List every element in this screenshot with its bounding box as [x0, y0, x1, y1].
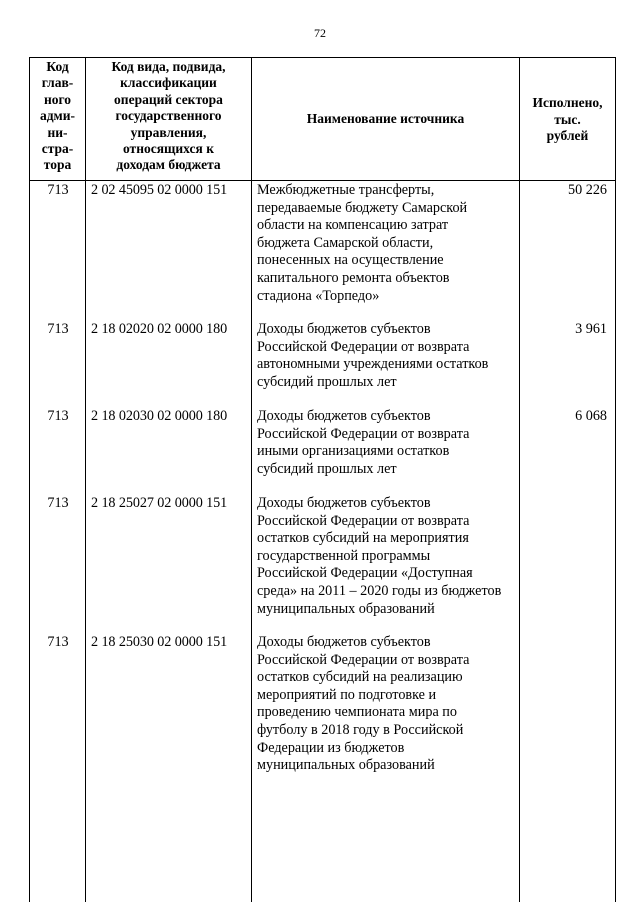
amount-cell: 3 961: [575, 321, 607, 337]
source-name-cell: Доходы бюджетов субъектов Российской Федерации от возврата иными организациями остатков субсидий прошлых лет: [257, 408, 470, 477]
column-divider: [85, 181, 86, 902]
admin-code-cell: 713: [47, 408, 69, 424]
source-name-cell: Доходы бюджетов субъектов Российской Федерации от возврата остатков субсидий на реализацию мероприятий по подготовке и проведению чемпионата мира по футболу в 2018 году в Российской Федерации из бюджетов муниципальных образований: [257, 634, 470, 774]
header-source-name: Наименование источника: [252, 58, 520, 180]
header-admin-code: Код глав- ного адми- ни- стра- тора: [30, 58, 86, 180]
classification-code-cell: 2 18 02020 02 0000 180: [91, 321, 228, 337]
source-name-cell: Межбюджетные трансферты, передаваемые бюджету Самарской области на компенсацию затрат бюджета Самарской области, понесенных на осуществление капитального ремонта объектов стадиона «Торпедо»: [257, 182, 468, 304]
amount-cell: 6 068: [575, 408, 607, 424]
admin-code-cell: 713: [47, 634, 69, 650]
classification-code-cell: 2 02 45095 02 0000 151: [91, 182, 228, 198]
column-divider: [251, 181, 252, 902]
header-executed: Исполнено, тыс. рублей: [532, 95, 603, 144]
source-name-cell: Доходы бюджетов субъектов Российской Федерации от возврата остатков субсидий на мероприятия государственной программы Российской Федерации «Доступная среда» на 2011 – 2020 годы из бюджетов муниципальных образований: [257, 495, 502, 617]
classification-code-cell: 2 18 25030 02 0000 151: [91, 634, 228, 650]
admin-code-cell: 713: [47, 495, 69, 511]
admin-code-cell: 713: [47, 321, 69, 337]
table-header: [30, 57, 615, 181]
source-name-cell: Доходы бюджетов субъектов Российской Федерации от возврата автономными учреждениями остатков субсидий прошлых лет: [257, 321, 489, 390]
admin-code-cell: 713: [47, 182, 69, 198]
classification-code-cell: 2 18 02030 02 0000 180: [91, 408, 228, 424]
header-classification-code: Код вида, подвида, классификации операций сектора государственного управления, относящихся к доходам бюджета: [86, 58, 252, 180]
page-number: 72: [314, 26, 326, 40]
revenue-table: [29, 57, 616, 902]
amount-cell: 50 226: [567, 182, 607, 198]
classification-code-cell: 2 18 25027 02 0000 151: [91, 495, 228, 511]
column-divider: [519, 181, 520, 902]
